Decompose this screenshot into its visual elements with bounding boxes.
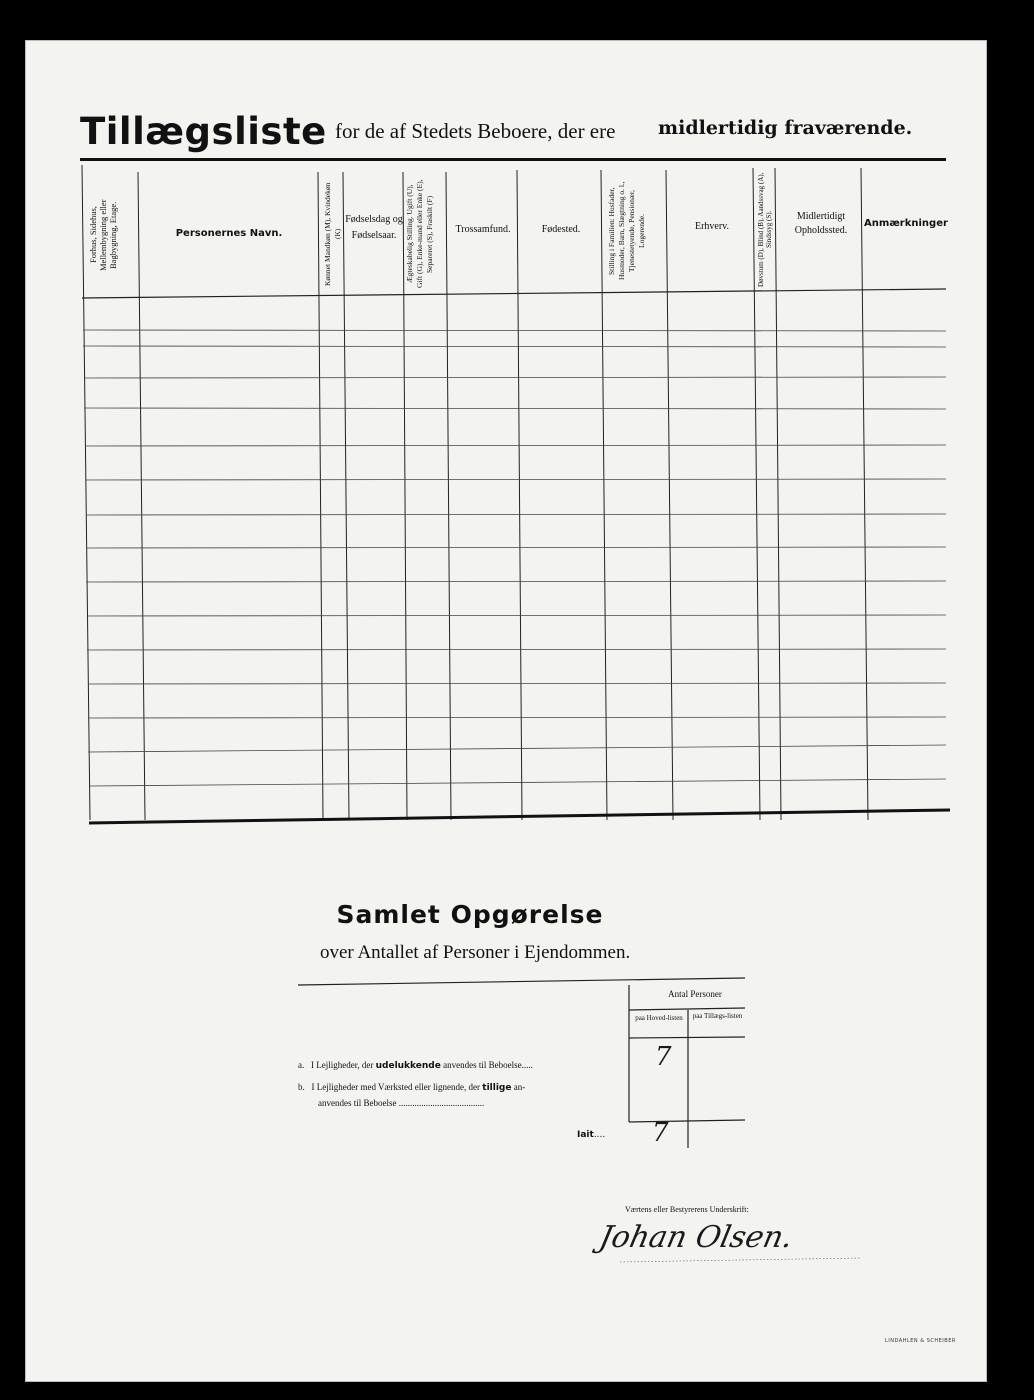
col-header-sex: Kønnet Mandkøn (M), Kvindekøn (K): [323, 182, 342, 286]
col-header-disability: Døvstum (D), Blind (B), Aandssvag (A), Sindssyg (S).: [757, 172, 773, 287]
total-row: [577, 1130, 605, 1140]
col-header-remarks: Anmærkninger: [864, 218, 948, 229]
col-hovedlisten: paa Hoved-listen: [635, 1014, 683, 1022]
row-b-text: I Lejligheder med Værksted eller lignende, der: [311, 1082, 481, 1092]
printer-mark: LINDAHLEN & SCHEIBER: [885, 1338, 956, 1344]
col-header-occupation: Erhverv.: [694, 221, 730, 232]
col-header-religion: Trossamfund.: [455, 224, 511, 235]
row-a-dots: .....: [521, 1060, 533, 1070]
row-a: [298, 1060, 533, 1071]
row-b-prefix: b.: [298, 1082, 305, 1092]
row-a-value: 7: [655, 1042, 672, 1072]
row-a-bold: udelukkende: [375, 1061, 441, 1071]
row-b-text2-inline: an-: [513, 1082, 526, 1092]
col-header-temp-residence: Midlertidigt Opholdssted.: [794, 211, 848, 236]
total-label: Iait: [577, 1130, 594, 1140]
col-header-birthplace: Fødested.: [541, 224, 581, 235]
col-header-birth: Fødselsdag og Fødselsaar.: [345, 214, 403, 241]
total-dots: ....: [593, 1130, 606, 1140]
total-value: 7: [652, 1118, 669, 1148]
col-header-name: Personernes Navn.: [175, 228, 283, 239]
form-title-emphasis: midlertidig fraværende.: [658, 117, 913, 139]
col-header-family-position: Stilling i Familien: Husfader, Husmoder, Barn, Slægtning o. l., Tjenestetyende, Pensionær, Logerende.: [607, 181, 646, 281]
row-a-text2: anvendes til Beboelse: [443, 1060, 522, 1070]
summary-title: Samlet Opgørelse: [336, 900, 604, 929]
row-b-continued: [318, 1098, 484, 1108]
form-title: Tillægsliste: [80, 110, 327, 153]
col-header-marital: Ægteskabelig Stilling. Ugift (U), Gift (G), Enke-mand eller Enke (E), Separeret (S), Fraskilt (F): [405, 179, 434, 289]
row-b-text2: anvendes til Beboelse: [318, 1098, 397, 1108]
col-header-building: Forhus, Sidehus, Mellembygning eller Bagbygning, Etage.: [88, 199, 118, 271]
row-b: [298, 1082, 525, 1093]
row-a-prefix: a.: [298, 1060, 305, 1070]
row-b-dots: ......................................: [398, 1098, 485, 1108]
summary-subtitle: over Antallet af Personer i Ejendommen.: [320, 942, 631, 963]
row-a-text: I Lejligheder, der: [311, 1060, 374, 1070]
signature-handwritten: Johan Olsen.: [596, 1220, 797, 1255]
antal-personer-header: Antal Personer: [668, 989, 722, 999]
signature-caption: Værtens eller Bestyrerens Underskrift:: [625, 1205, 749, 1214]
col-tillaegslisten: paa Tillægs-listen: [692, 1012, 743, 1020]
form-title-text: for de af Stedets Beboere, der ere: [335, 119, 616, 143]
row-b-bold: tillige: [482, 1083, 512, 1093]
